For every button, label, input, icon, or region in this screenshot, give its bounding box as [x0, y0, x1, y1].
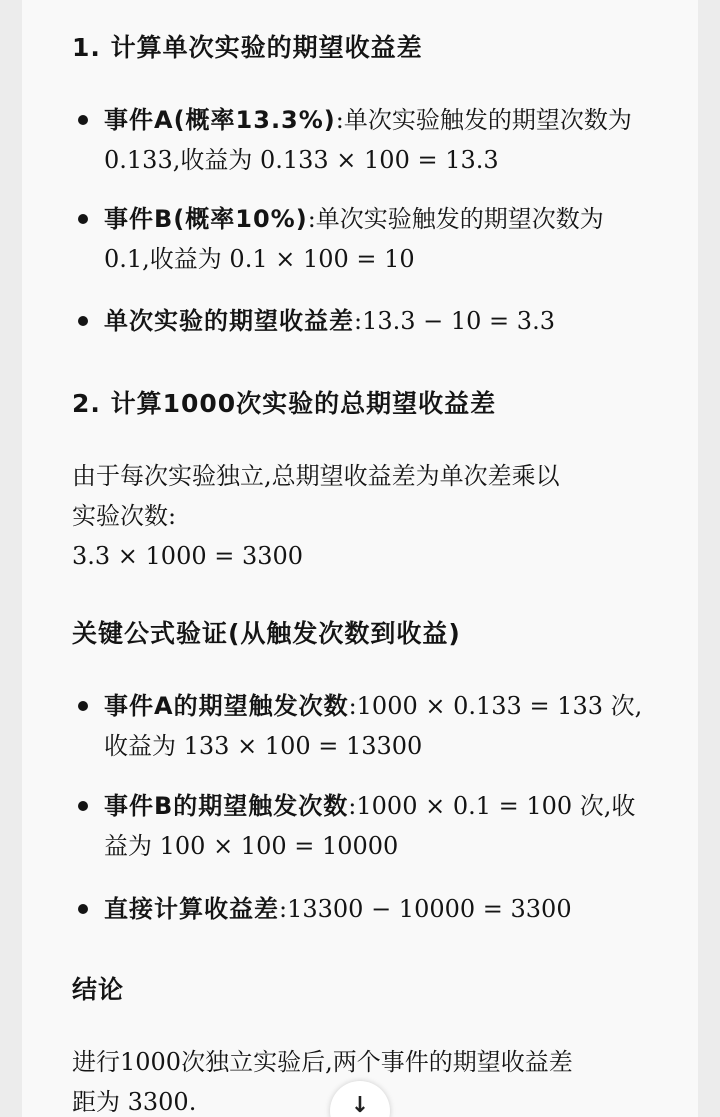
bullet-label: 事件A的期望触发次数 [104, 692, 349, 720]
bullet-label: 事件A(概率13.3%) [104, 106, 336, 134]
bullet-text: :单次实验触发的期望次数为 [335, 106, 632, 134]
formula-line: 3.3 × 1000 = 3300 [72, 542, 304, 570]
bullet-dot [78, 214, 88, 224]
bullet-text: :1000 × 0.1 = 100 次,收 [348, 792, 636, 820]
bullet-text-line2: 0.133,收益为 0.133 × 100 = 13.3 [104, 146, 499, 174]
bullet-dot [78, 801, 88, 811]
answer-card [22, 0, 698, 1117]
bullet-label: 直接计算收益差 [104, 895, 279, 923]
bullet-text: :13.3 − 10 = 3.3 [354, 307, 555, 335]
bullet-text-line2: 0.1,收益为 0.1 × 100 = 10 [104, 245, 415, 273]
paragraph-line: 实验次数: [72, 502, 177, 530]
bullet-text: :13300 − 10000 = 3300 [279, 895, 572, 923]
section2-paragraph [72, 456, 692, 576]
bullet-text-line2: 益为 100 × 100 = 10000 [104, 832, 399, 860]
bullet-dot [78, 904, 88, 914]
conclusion-heading: 结论 [72, 975, 125, 1004]
bullet-dot [78, 115, 88, 125]
bullet-text-line2: 收益为 133 × 100 = 13300 [104, 732, 423, 760]
arrow-down-icon: ↓ [350, 1093, 370, 1117]
section1-heading: 1. 计算单次实验的期望收益差 [72, 33, 423, 62]
bullet-text: :1000 × 0.133 = 133 次, [348, 692, 643, 720]
bullet-label: 事件B(概率10%) [104, 205, 308, 233]
bullet-label: 单次实验的期望收益差 [104, 307, 354, 335]
section3-heading: 关键公式验证(从触发次数到收益) [72, 619, 461, 648]
paragraph-line: 进行1000次独立实验后,两个事件的期望收益差 [72, 1048, 573, 1076]
bullet-dot [78, 316, 88, 326]
bullet-label: 事件B的期望触发次数 [104, 792, 349, 820]
bullet-dot [78, 701, 88, 711]
bullet-text: :单次实验触发的期望次数为 [307, 205, 604, 233]
paragraph-line: 由于每次实验独立,总期望收益差为单次差乘以 [72, 462, 560, 490]
section2-heading: 2. 计算1000次实验的总期望收益差 [72, 389, 497, 418]
paragraph-line: 距为 3300. [72, 1088, 197, 1116]
